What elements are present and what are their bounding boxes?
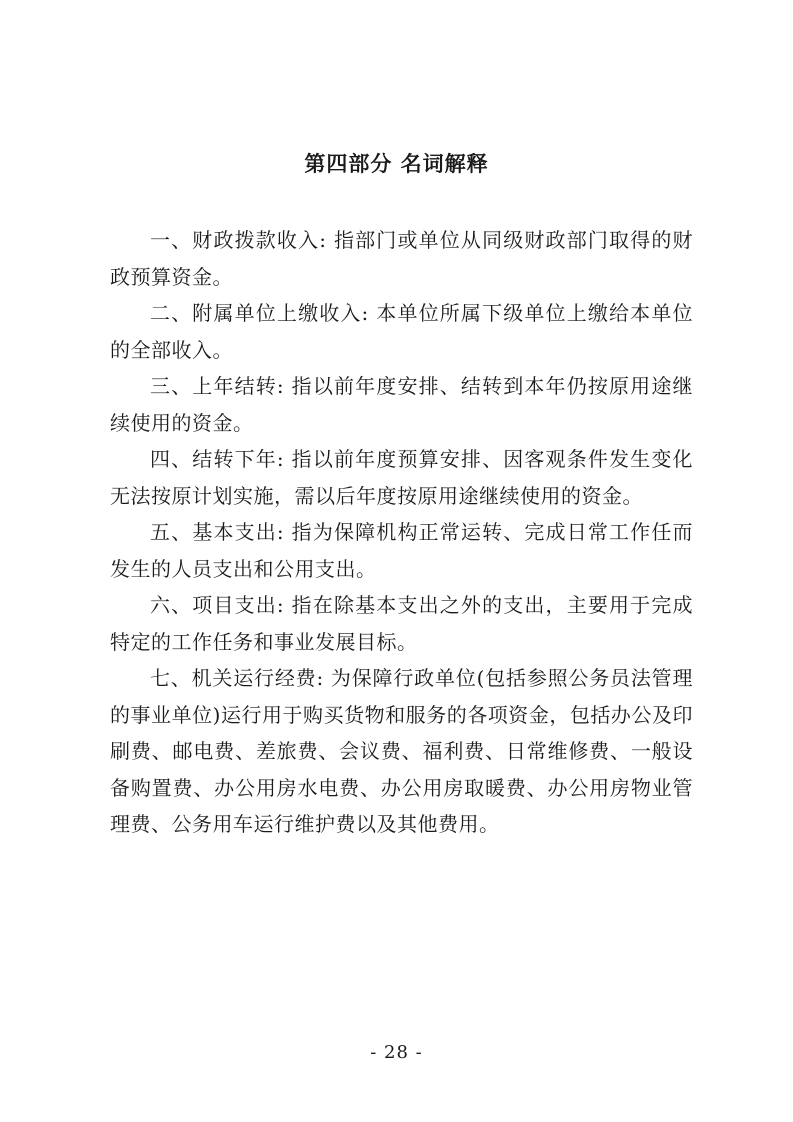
definition-paragraph-2: 二、附属单位上缴收入: 本单位所属下级单位上缴给本单位的全部收入。 [110,301,693,362]
definition-paragraph-4: 四、结转下年: 指以前年度预算安排、因客观条件发生变化无法按原计划实施，需以后年度按原用途继续使用的资金。 [110,447,693,508]
definition-paragraph-1: 一、财政拨款收入: 指部门或单位从同级财政部门取得的财政预算资金。 [110,228,693,289]
page-number: - 28 - [370,1042,423,1063]
document-body [110,222,693,843]
definition-paragraph-6: 六、项目支出: 指在除基本支出之外的支出，主要用于完成特定的工作任务和事业发展目标。 [110,593,693,654]
definition-paragraph-7: 七、机关运行经费: 为保障行政单位(包括参照公务员法管理的事业单位)运行用于购买货物和服务的各项资金，包括办公及印刷费、邮电费、差旅费、会议费、福利费、日常维修费、一般设备购置费、办公用房水电费、办公用房取暖费、办公用房物业管理费、公务用车运行维护费以及其他费用。 [110,666,693,836]
definition-paragraph-5: 五、基本支出: 指为保障机构正常运转、完成日常工作任而发生的人员支出和公用支出。 [110,520,693,581]
page-title: 第四部分 名词解释 [304,152,489,176]
definition-paragraph-3: 三、上年结转: 指以前年度安排、结转到本年仍按原用途继续使用的资金。 [110,374,693,435]
